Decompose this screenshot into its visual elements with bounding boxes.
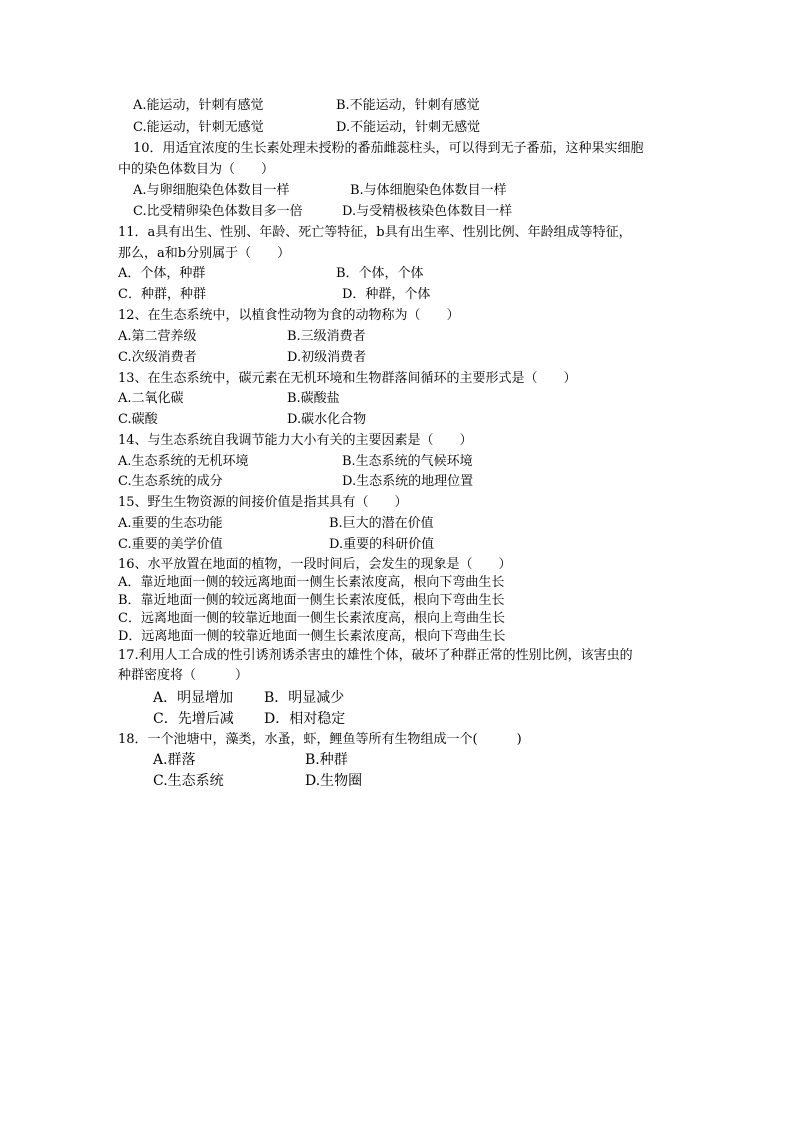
q14-stem: 14、与生态系统自我调节能力大小有关的主要因素是（ ） xyxy=(118,433,473,448)
q15-option-b: B.巨大的潜在价值 xyxy=(329,516,434,531)
q15-stem: 15、野生生物资源的间接价值是指其具有（ ） xyxy=(118,495,408,510)
q17-option-a: A．明显增加 xyxy=(153,690,234,706)
q16-stem: 16、水平放置在地面的植物，一段时间后，会发生的现象是（ ） xyxy=(118,557,512,572)
q10-option-a: A.与卵细胞染色体数目一样 xyxy=(133,183,290,198)
q13-option-b: B.碳酸盐 xyxy=(287,391,340,406)
q12-option-a: A.第二营养级 xyxy=(118,329,197,344)
q11-option-d: D．种群，个体 xyxy=(342,287,431,302)
q16-option-a: A．靠近地面一侧的较远离地面一侧生长素浓度高，根向下弯曲生长 xyxy=(118,575,505,590)
q15-option-d: D.重要的科研价值 xyxy=(329,537,435,552)
q18-option-c: C.生态系统 xyxy=(153,773,224,789)
q18-option-b: B.种群 xyxy=(305,752,348,768)
q11-option-b: B．个体，个体 xyxy=(336,266,424,281)
q14-option-b: B.生态系统的气候环境 xyxy=(342,454,473,469)
q9-option-b: B.不能运动，针刺有感觉 xyxy=(336,98,480,113)
q12-option-b: B.三级消费者 xyxy=(287,329,366,344)
q11-stem-line2: 那么，a和b分别属于（ ） xyxy=(118,246,291,261)
q13-option-c: C.碳酸 xyxy=(118,412,158,427)
q10-stem-line1: 10．用适宜浓度的生长素处理未授粉的番茄雌蕊柱头，可以得到无子番茄，这种果实细胞 xyxy=(133,141,644,156)
q10-option-b: B.与体细胞染色体数目一样 xyxy=(350,183,507,198)
q9-option-a: A.能运动，针刺有感觉 xyxy=(133,98,264,113)
q18-stem: 18．一个池塘中，藻类，水蚤，虾，鲤鱼等所有生物组成一个( ) xyxy=(118,732,522,747)
q17-option-b: B．明显减少 xyxy=(264,690,345,706)
q18-option-d: D.生物圈 xyxy=(305,773,363,789)
q18-option-a: A.群落 xyxy=(153,752,196,768)
q14-option-d: D.生态系统的地理位置 xyxy=(342,474,474,489)
q14-option-c: C.生态系统的成分 xyxy=(118,474,223,489)
q10-stem-line2: 中的染色体数目为（ ） xyxy=(118,162,275,177)
q16-option-b: B．靠近地面一侧的较远离地面一侧生长素浓度低，根向下弯曲生长 xyxy=(118,593,505,608)
q13-stem: 13、在生态系统中，碳元素在无机环境和生物群落间循环的主要形式是（ ） xyxy=(118,371,577,386)
q12-option-c: C.次级消费者 xyxy=(118,350,197,365)
q9-option-c: C.能运动，针刺无感觉 xyxy=(133,120,264,135)
q11-stem-line1: 11．a具有出生、性别、年龄、死亡等特征，b具有出生率、性别比例、年龄组成等特征， xyxy=(118,225,632,240)
q9-option-d: D.不能运动，针刺无感觉 xyxy=(336,120,481,135)
q17-option-c: C．先增后减 xyxy=(153,711,234,727)
q15-option-c: C.重要的美学价值 xyxy=(118,537,223,552)
q13-option-a: A.二氧化碳 xyxy=(118,391,184,406)
q11-option-a: A．个体，种群 xyxy=(118,266,206,281)
q17-stem-line1: 17.利用人工合成的性引诱剂诱杀害虫的雄性个体，破坏了种群正常的性别比例，该害虫的 xyxy=(118,648,633,663)
q13-option-d: D.碳水化合物 xyxy=(287,412,367,427)
q12-option-d: D.初级消费者 xyxy=(287,350,367,365)
q11-option-c: C．种群，种群 xyxy=(118,287,206,302)
q10-option-d: D.与受精极核染色体数目一样 xyxy=(342,204,513,219)
q12-stem: 12、在生态系统中，以植食性动物为食的动物称为（ ） xyxy=(118,308,460,323)
q17-option-d: D．相对稳定 xyxy=(264,711,346,727)
q10-option-c: C.比受精卵染色体数目多一倍 xyxy=(133,204,303,219)
q17-stem-line2: 种群密度将（ ） xyxy=(118,668,249,683)
q14-option-a: A.生态系统的无机环境 xyxy=(118,454,249,469)
q16-option-d: D．远离地面一侧的较靠近地面一侧生长素浓度高，根向下弯曲生长 xyxy=(118,629,506,644)
q15-option-a: A.重要的生态功能 xyxy=(118,516,223,531)
q16-option-c: C．远离地面一侧的较靠近地面一侧生长素浓度高，根向上弯曲生长 xyxy=(118,611,505,626)
